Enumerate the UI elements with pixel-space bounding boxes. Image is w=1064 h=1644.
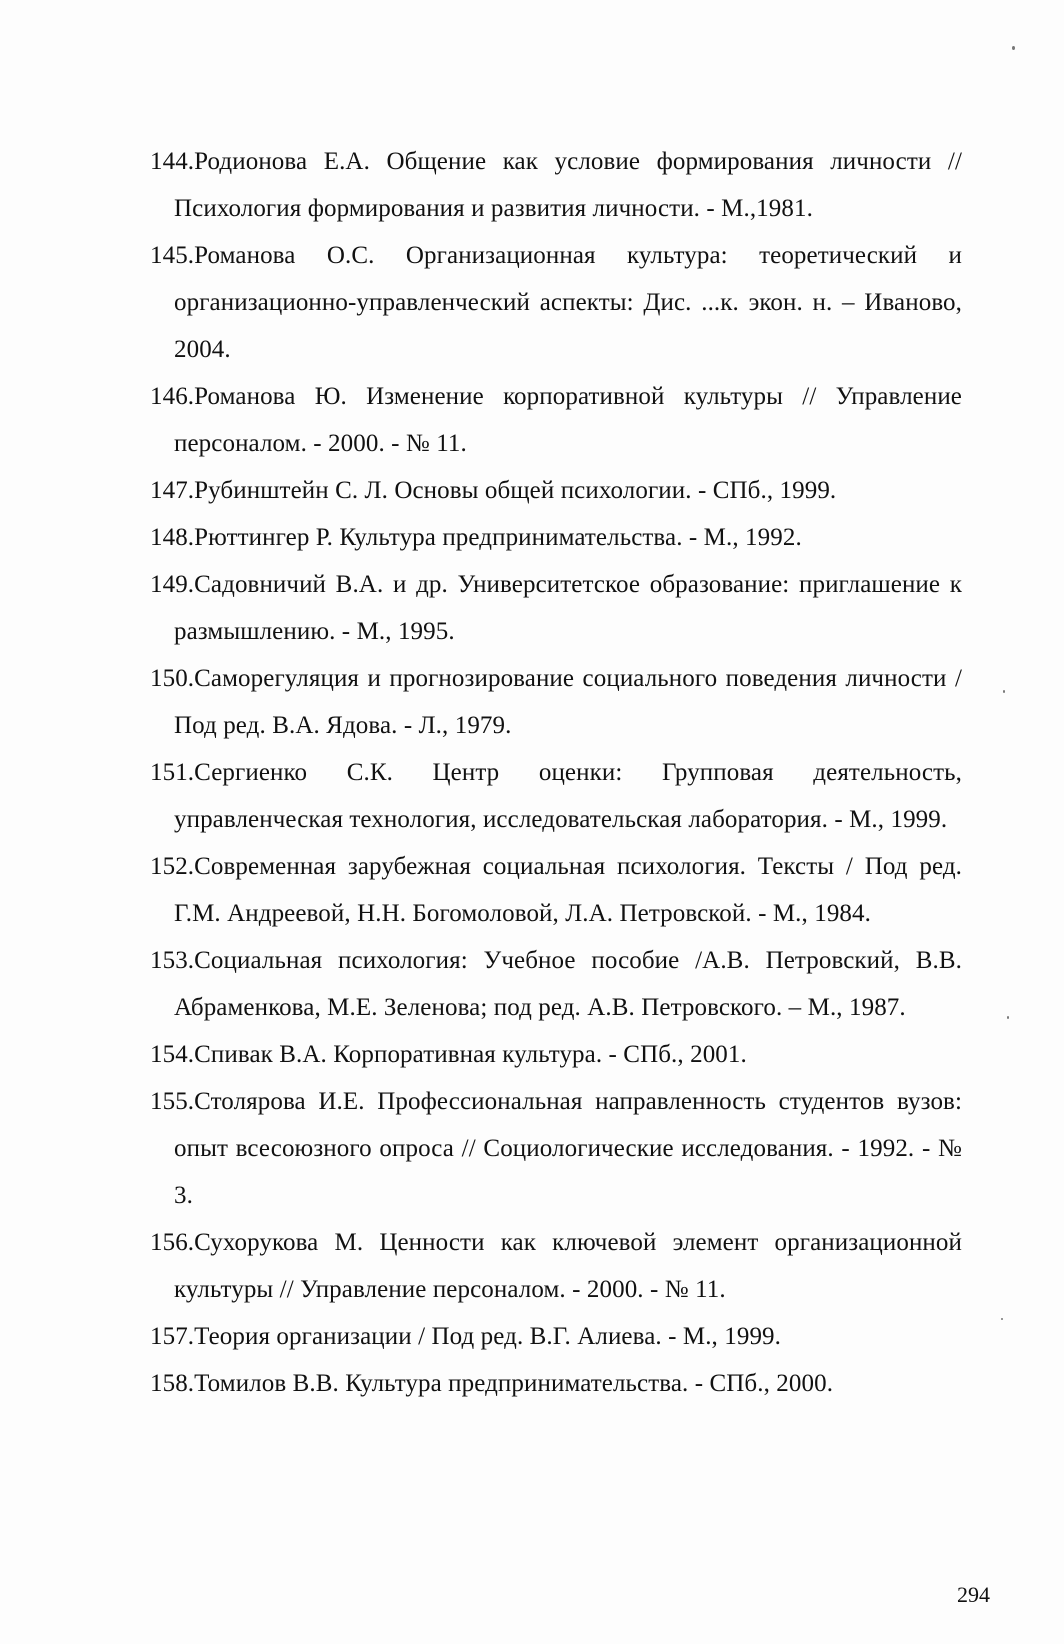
entry-text: Романова О.С. Организационная культура: теоретический и организационно-управленческий аспекты: Дис. ...к. экон. н. – Иваново, 2004. <box>174 242 962 363</box>
entry-text: Теория организации / Под ред. В.Г. Алиева. - М., 1999. <box>194 1323 781 1350</box>
entry-number: 146. <box>150 383 195 410</box>
bibliography-entry-153 <box>150 937 962 1031</box>
entry-number: 145. <box>150 242 195 269</box>
bibliography-entry-152 <box>150 843 962 937</box>
entry-number: 151. <box>150 759 195 786</box>
entry-text: Столярова И.Е. Профессиональная направленность студентов вузов: опыт всесоюзного опроса // Социологические исследования. - 1992. - № 3. <box>174 1088 962 1209</box>
bibliography-entry-148 <box>150 514 962 561</box>
entry-text: Сергиенко С.К. Центр оценки: Групповая деятельность, управленческая технология, исследовательская лаборатория. - М., 1999. <box>174 759 962 833</box>
entry-text: Современная зарубежная социальная психология. Тексты / Под ред. Г.М. Андреевой, Н.Н. Богомоловой, Л.А. Петровской. - М., 1984. <box>174 853 962 927</box>
page-number: 294 <box>957 1582 990 1607</box>
entry-text: Социальная психология: Учебное пособие /А.В. Петровский, В.В. Абраменкова, М.Е. Зеленова; под ред. А.В. Петровского. – М., 1987. <box>174 947 962 1021</box>
entry-text: Родионова Е.А. Общение как условие формирования личности // Психология формирования и развития личности. - М.,1981. <box>174 148 962 222</box>
entry-number: 152. <box>150 853 195 880</box>
bibliography-entry-156 <box>150 1219 962 1313</box>
entry-number: 147. <box>150 477 195 504</box>
entry-text: Томилов В.В. Культура предпринимательства. - СПб., 2000. <box>194 1370 834 1397</box>
entry-number: 156. <box>150 1229 195 1256</box>
entry-text: Садовничий В.А. и др. Университетское образование: приглашение к размышлению. - М., 1995. <box>174 571 962 645</box>
bibliography-entry-158 <box>150 1360 962 1407</box>
bibliography-entry-150 <box>150 655 962 749</box>
entry-text: Рубинштейн С. Л. Основы общей психологии. - СПб., 1999. <box>194 477 837 504</box>
entry-text: Романова Ю. Изменение корпоративной культуры // Управление персоналом. - 2000. - № 11. <box>174 383 962 457</box>
scan-speck <box>1003 690 1005 693</box>
bibliography-entry-149 <box>150 561 962 655</box>
entry-number: 157. <box>150 1323 195 1350</box>
scan-speck <box>1012 46 1015 50</box>
scan-speck <box>1007 1016 1009 1019</box>
entry-text: Рюттингер Р. Культура предпринимательства. - М., 1992. <box>194 524 802 551</box>
entry-number: 149. <box>150 571 195 598</box>
entry-number: 150. <box>150 665 195 692</box>
bibliography-entry-145 <box>150 232 962 373</box>
bibliography-entry-151 <box>150 749 962 843</box>
bibliography-entry-144 <box>150 138 962 232</box>
bibliography-entry-155 <box>150 1078 962 1219</box>
entry-number: 158. <box>150 1370 195 1397</box>
entry-number: 153. <box>150 947 195 974</box>
bibliography-entry-157 <box>150 1313 962 1360</box>
bibliography-list <box>150 138 962 1407</box>
bibliography-entry-146 <box>150 373 962 467</box>
entry-text: Спивак В.А. Корпоративная культура. - СПб., 2001. <box>194 1041 747 1068</box>
entry-number: 154. <box>150 1041 195 1068</box>
bibliography-entry-154 <box>150 1031 962 1078</box>
entry-number: 155. <box>150 1088 195 1115</box>
entry-number: 148. <box>150 524 195 551</box>
entry-text: Сухорукова М. Ценности как ключевой элемент организационной культуры // Управление персоналом. - 2000. - № 11. <box>174 1229 962 1303</box>
scan-speck <box>1001 1318 1003 1320</box>
entry-number: 144. <box>150 148 195 175</box>
entry-text: Саморегуляция и прогнозирование социального поведения личности / Под ред. В.А. Ядова. - Л., 1979. <box>174 665 962 739</box>
bibliography-entry-147 <box>150 467 962 514</box>
